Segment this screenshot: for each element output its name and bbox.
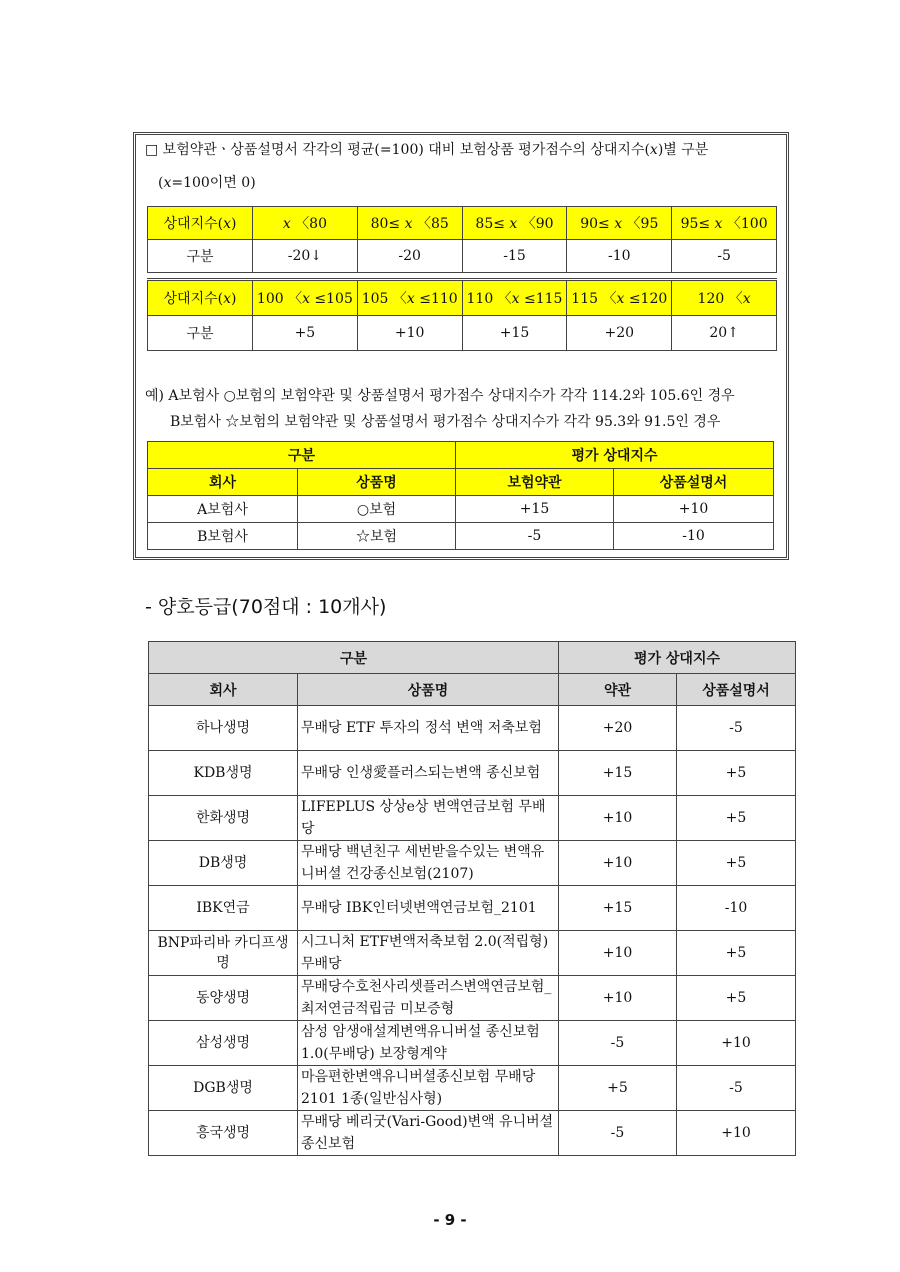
range-header: 상대지수(𝑥) bbox=[148, 280, 253, 316]
example-line-2: B보험사 ☆보험의 보험약관 및 상품설명서 평가점수 상대지수가 각각 95.3와 91.5인 경우 bbox=[170, 414, 721, 430]
terms-score-cell: +5 bbox=[559, 1066, 677, 1111]
range-header: 상대지수(𝑥) bbox=[148, 207, 253, 240]
table-row bbox=[149, 976, 796, 1021]
index-range-table-2 bbox=[147, 278, 777, 351]
example-table bbox=[147, 441, 774, 550]
terms-score-cell: -5 bbox=[559, 1021, 677, 1066]
product-cell: 무배당 ETF 투자의 정석 변액 저축보험 bbox=[298, 706, 559, 751]
company-cell: 삼성생명 bbox=[149, 1021, 298, 1066]
description-score-cell: +5 bbox=[677, 751, 796, 796]
score-cell: +5 bbox=[253, 316, 358, 351]
product-cell: 무배당 베리굿(Vari-Good)변액 유니버셜종신보험 bbox=[298, 1111, 559, 1156]
company-cell: 한화생명 bbox=[149, 796, 298, 841]
product-cell: ☆보험 bbox=[298, 523, 456, 550]
range-cell: 95≤ 𝑥 〈100 bbox=[672, 207, 777, 240]
company-cell: 동양생명 bbox=[149, 976, 298, 1021]
range-cell: 105 〈𝑥 ≤110 bbox=[357, 280, 462, 316]
table-row bbox=[149, 1066, 796, 1111]
score-cell: -10 bbox=[567, 240, 672, 273]
product-cell: LIFEPLUS 상상e상 변액연금보험 무배당 bbox=[298, 796, 559, 841]
description-score-cell: +10 bbox=[614, 496, 774, 523]
company-cell: DB생명 bbox=[149, 841, 298, 886]
terms-score-cell: +15 bbox=[559, 886, 677, 931]
terms-score-cell: +15 bbox=[559, 751, 677, 796]
column-header: 상품명 bbox=[298, 674, 559, 706]
company-cell: 하나생명 bbox=[149, 706, 298, 751]
group-header-index: 평가 상대지수 bbox=[456, 442, 774, 469]
range-cell: 115 〈𝑥 ≤120 bbox=[567, 280, 672, 316]
score-cell: -20↓ bbox=[253, 240, 358, 273]
terms-score-cell: +10 bbox=[559, 976, 677, 1021]
table-row bbox=[149, 751, 796, 796]
index-range-table-1 bbox=[147, 206, 777, 273]
description-score-cell: +5 bbox=[677, 931, 796, 976]
description-score-cell: +5 bbox=[677, 841, 796, 886]
description-score-cell: -10 bbox=[614, 523, 774, 550]
terms-score-cell: +20 bbox=[559, 706, 677, 751]
score-cell: 20↑ bbox=[672, 316, 777, 351]
table-row bbox=[149, 796, 796, 841]
terms-score-cell: +10 bbox=[559, 796, 677, 841]
company-cell: BNP파리바 카디프생명 bbox=[149, 931, 298, 976]
product-cell: 마음편한변액유니버셜종신보험 무배당 2101 1종(일반심사형) bbox=[298, 1066, 559, 1111]
column-header: 보험약관 bbox=[456, 469, 614, 496]
terms-score-cell: +10 bbox=[559, 841, 677, 886]
table-row bbox=[149, 1021, 796, 1066]
example-line-1: 예) A보험사 ○보험의 보험약관 및 상품설명서 평가점수 상대지수가 각각 114.2와 105.6인 경우 bbox=[145, 388, 735, 404]
company-cell: KDB생명 bbox=[149, 751, 298, 796]
range-cell: 100 〈𝑥 ≤105 bbox=[253, 280, 358, 316]
score-label: 구분 bbox=[148, 240, 253, 273]
terms-score-cell: -5 bbox=[456, 523, 614, 550]
table-row bbox=[149, 1111, 796, 1156]
description-score-cell: +10 bbox=[677, 1111, 796, 1156]
description-score-cell: +10 bbox=[677, 1021, 796, 1066]
terms-score-cell: -5 bbox=[559, 1111, 677, 1156]
terms-score-cell: +15 bbox=[456, 496, 614, 523]
description-score-cell: +5 bbox=[677, 976, 796, 1021]
company-cell: 흥국생명 bbox=[149, 1111, 298, 1156]
product-cell: 시그니처 ETF변액저축보험 2.0(적립형) 무배당 bbox=[298, 931, 559, 976]
score-cell: +20 bbox=[567, 316, 672, 351]
description-score-cell: -10 bbox=[677, 886, 796, 931]
score-label: 구분 bbox=[148, 316, 253, 351]
product-cell: 무배당 인생愛플러스되는변액 종신보험 bbox=[298, 751, 559, 796]
grade-table-body bbox=[149, 706, 796, 1156]
column-header: 회사 bbox=[148, 469, 298, 496]
range-cell: 120 〈𝑥 bbox=[672, 280, 777, 316]
table-row bbox=[149, 886, 796, 931]
product-cell: 삼성 암생애설계변액유니버설 종신보험1.0(무배당) 보장형계약 bbox=[298, 1021, 559, 1066]
table-row bbox=[149, 706, 796, 751]
group-header-category: 구분 bbox=[149, 642, 559, 674]
column-header: 약관 bbox=[559, 674, 677, 706]
range-cell: 85≤ 𝑥 〈90 bbox=[462, 207, 567, 240]
column-header: 회사 bbox=[149, 674, 298, 706]
section-title: - 양호등급(70점대 : 10개사) bbox=[145, 596, 387, 618]
range-cell: 90≤ 𝑥 〈95 bbox=[567, 207, 672, 240]
table-row bbox=[149, 931, 796, 976]
score-cell: -15 bbox=[462, 240, 567, 273]
group-header-index: 평가 상대지수 bbox=[559, 642, 796, 674]
table-row bbox=[148, 523, 774, 550]
grade-table bbox=[148, 641, 796, 1156]
product-cell: 무배당 IBK인터넷변액연금보험_2101 bbox=[298, 886, 559, 931]
score-cell: +15 bbox=[462, 316, 567, 351]
range-cell: 𝑥 〈80 bbox=[253, 207, 358, 240]
range-cell: 110 〈𝑥 ≤115 bbox=[462, 280, 567, 316]
intro-line-1: □ 보험약관ㆍ상품설명서 각각의 평균(=100) 대비 보험상품 평가점수의 상대지수(𝑥)별 구분 bbox=[145, 142, 709, 158]
range-cell: 80≤ 𝑥 〈85 bbox=[357, 207, 462, 240]
intro-line-2: (𝑥=100이면 0) bbox=[158, 175, 256, 191]
column-header: 상품설명서 bbox=[677, 674, 796, 706]
description-score-cell: +5 bbox=[677, 796, 796, 841]
group-header-category: 구분 bbox=[148, 442, 456, 469]
description-score-cell: -5 bbox=[677, 706, 796, 751]
score-cell: -20 bbox=[357, 240, 462, 273]
company-cell: B보험사 bbox=[148, 523, 298, 550]
score-cell: +10 bbox=[357, 316, 462, 351]
product-cell: 무배당수호천사리셋플러스변액연금보험_최저연금적립금 미보증형 bbox=[298, 976, 559, 1021]
company-cell: DGB생명 bbox=[149, 1066, 298, 1111]
table-row bbox=[148, 496, 774, 523]
column-header: 상품설명서 bbox=[614, 469, 774, 496]
company-cell: A보험사 bbox=[148, 496, 298, 523]
terms-score-cell: +10 bbox=[559, 931, 677, 976]
score-cell: -5 bbox=[672, 240, 777, 273]
product-cell: 무배당 백년친구 세번받을수있는 변액유니버셜 건강종신보험(2107) bbox=[298, 841, 559, 886]
product-cell: ○보험 bbox=[298, 496, 456, 523]
column-header: 상품명 bbox=[298, 469, 456, 496]
page-number: - 9 - bbox=[433, 1211, 467, 1229]
description-score-cell: -5 bbox=[677, 1066, 796, 1111]
company-cell: IBK연금 bbox=[149, 886, 298, 931]
table-row bbox=[149, 841, 796, 886]
